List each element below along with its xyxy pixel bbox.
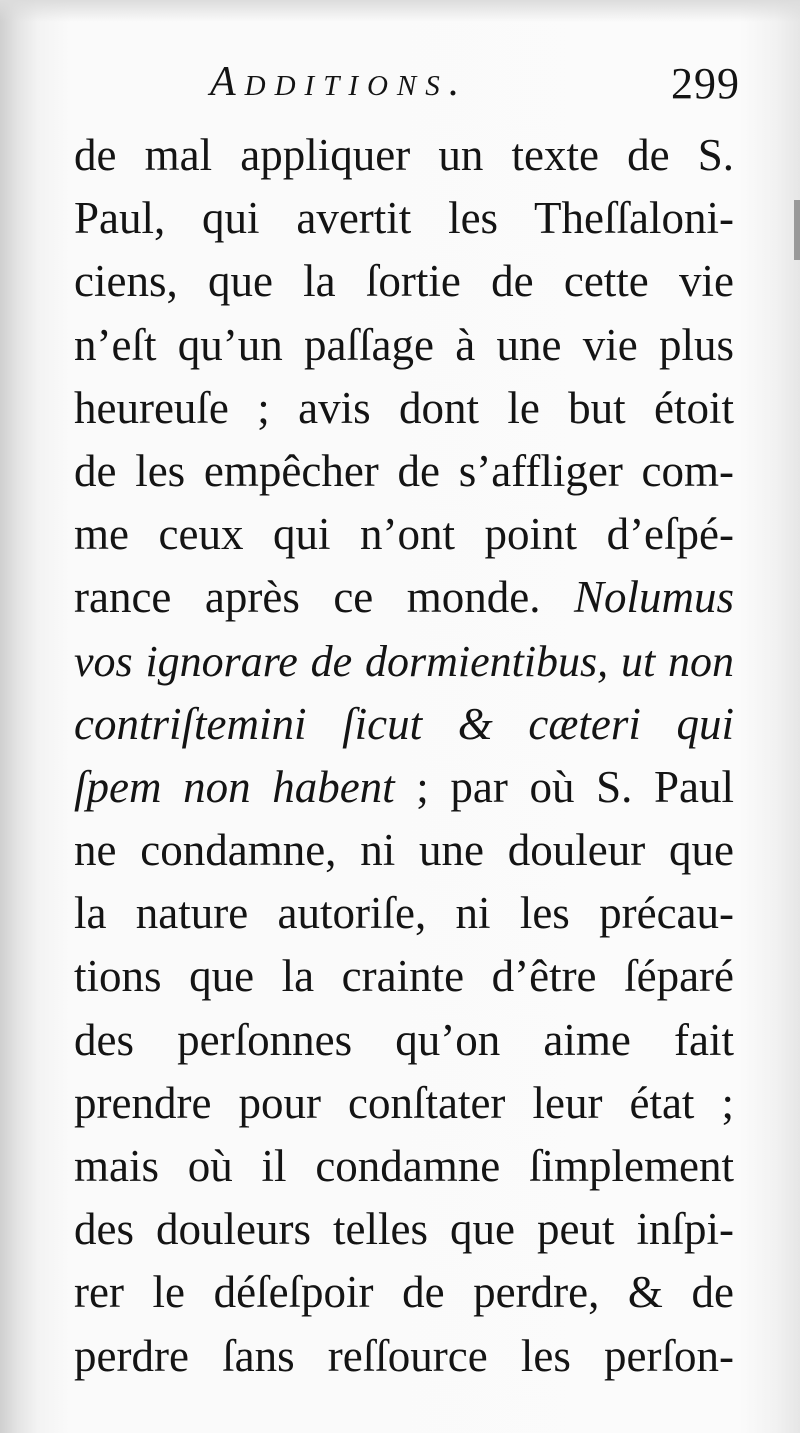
text-line: tions que la crainte d’être ſéparé: [74, 951, 734, 1002]
text-line: des douleurs telles que peut inſpi-: [74, 1204, 734, 1255]
text-line: de mal appliquer un texte de S.: [74, 130, 734, 180]
latin-quote-end: ſpem non habent: [74, 761, 395, 812]
text-line: rance après ce monde. Nolumus: [74, 572, 734, 623]
text-line: n’eſt qu’un paſſage à une vie plus: [74, 319, 734, 370]
page-number: 299: [671, 59, 740, 108]
text-line: heureuſe ; avis dont le but étoit: [74, 382, 734, 433]
text-line: des perſonnes qu’on aime fait: [74, 1014, 734, 1065]
text-line: prendre pour conſtater leur état ;: [74, 1077, 734, 1128]
text-line-with-latin-end: ſpem non habent ; par où S. Paul: [74, 761, 734, 812]
text-line: perdre ſans reſſource les perſon-: [74, 1330, 734, 1381]
text-line: de les empêcher de s’affliger com-: [74, 445, 734, 496]
text-line-with-latin-start: [74, 566, 734, 629]
text-line: mais où il condamne ſimplement: [74, 1141, 734, 1191]
text-line: la nature autoriſe, ni les précau-: [74, 888, 734, 939]
running-title: Additions.: [210, 59, 469, 105]
text-line: me ceux qui n’ont point d’eſpé-: [74, 509, 734, 560]
latin-quote-line: contriſtemini ſicut & cæteri qui: [74, 698, 734, 749]
latin-quote-start: Nolumus: [573, 572, 734, 623]
latin-quote-line: vos ignorare de dormientibus, ut non: [74, 636, 734, 686]
text-line: ne condamne, ni une douleur que: [74, 825, 734, 876]
scan-edge-shadow: [0, 0, 800, 22]
text-line: Paul, qui avertit les Theſſaloni-: [74, 193, 734, 244]
text-line: ciens, que la ſortie de cette vie: [74, 256, 734, 307]
page-header: [210, 58, 740, 108]
scan-edge-mark: [794, 200, 800, 260]
body-text: [74, 124, 734, 1388]
text-line: rer le déſeſpoir de perdre, & de: [74, 1267, 734, 1318]
